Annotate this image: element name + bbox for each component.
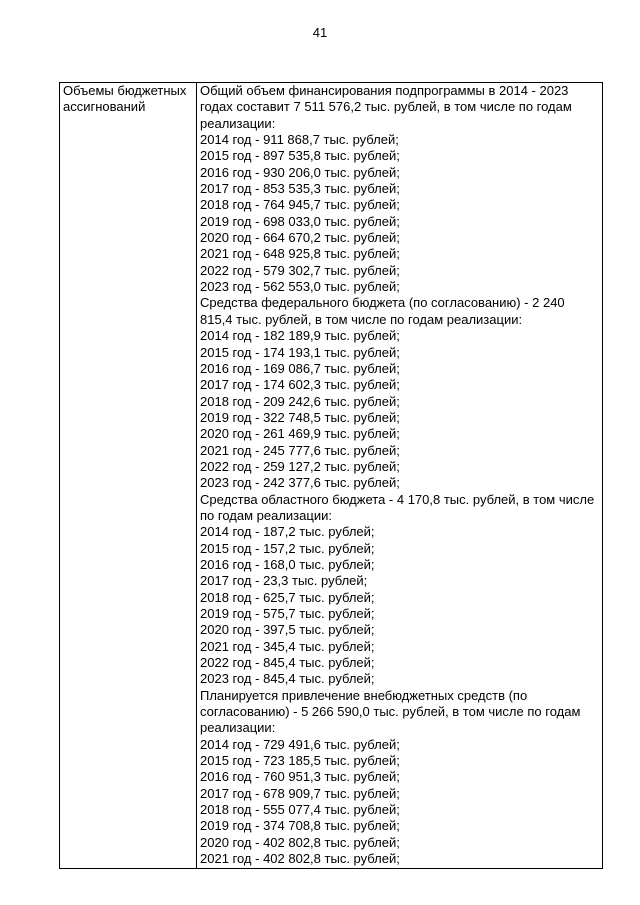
regional-year-2016: 2016 год - 168,0 тыс. рублей; xyxy=(200,556,375,572)
total-year-2019: 2019 год - 698 033,0 тыс. рублей; xyxy=(200,213,400,229)
extrabudgetary-year-2020: 2020 год - 402 802,8 тыс. рублей; xyxy=(200,834,400,850)
regional-year-2014: 2014 год - 187,2 тыс. рублей; xyxy=(200,524,375,540)
total-year-2016: 2016 год - 930 206,0 тыс. рублей; xyxy=(200,164,400,180)
federal-year-2023: 2023 год - 242 377,6 тыс. рублей; xyxy=(200,475,400,491)
total-year-2018: 2018 год - 764 945,7 тыс. рублей; xyxy=(200,197,400,213)
regional-year-2021: 2021 год - 345,4 тыс. рублей; xyxy=(200,638,375,654)
regional-budget-paragraph: Средства областного бюджета - 4 170,8 тыс. рублей, в том числе по годам реализации: xyxy=(200,491,595,523)
extrabudgetary-year-2017: 2017 год - 678 909,7 тыс. рублей; xyxy=(200,785,400,801)
federal-year-2021: 2021 год - 245 777,6 тыс. рублей; xyxy=(200,442,400,458)
regional-year-2020: 2020 год - 397,5 тыс. рублей; xyxy=(200,622,375,638)
regional-year-2023: 2023 год - 845,4 тыс. рублей; xyxy=(200,671,375,687)
regional-year-2019: 2019 год - 575,7 тыс. рублей; xyxy=(200,606,375,621)
total-year-2023: 2023 год - 562 553,0 тыс. рублей; xyxy=(200,279,400,295)
extrabudgetary-paragraph: Планируется привлечение внебюджетных средств (по согласованию) - 5 266 590,0 тыс. рублей, в том числе по годам реализации: xyxy=(200,687,581,736)
federal-year-2015: 2015 год - 174 193,1 тыс. рублей; xyxy=(200,344,400,360)
regional-year-2015: 2015 год - 157,2 тыс. рублей; xyxy=(200,540,375,556)
row-label: Объемы бюджетных ассигнований xyxy=(60,83,197,869)
federal-year-2017: 2017 год - 174 602,3 тыс. рублей; xyxy=(200,377,400,393)
total-year-2014: 2014 год - 911 868,7 тыс. рублей; xyxy=(200,132,399,148)
row-content xyxy=(197,83,603,869)
extrabudgetary-year-2016: 2016 год - 760 951,3 тыс. рублей; xyxy=(200,769,400,785)
total-year-2022: 2022 год - 579 302,7 тыс. рублей; xyxy=(200,262,400,278)
federal-year-2019: 2019 год - 322 748,5 тыс. рублей; xyxy=(200,409,400,425)
total-financing-paragraph: Общий объем финансирования подпрограммы в 2014 - 2023 годах составит 7 511 576,2 тыс. рублей, в том числе по годам реализации: xyxy=(200,83,572,131)
federal-year-2014: 2014 год - 182 189,9 тыс. рублей; xyxy=(200,328,400,344)
extrabudgetary-year-2014: 2014 год - 729 491,6 тыс. рублей; xyxy=(200,736,400,752)
total-year-2021: 2021 год - 648 925,8 тыс. рублей; xyxy=(200,246,400,262)
extrabudgetary-year-2018: 2018 год - 555 077,4 тыс. рублей; xyxy=(200,802,400,818)
extrabudgetary-year-2015: 2015 год - 723 185,5 тыс. рублей; xyxy=(200,753,400,769)
total-year-2017: 2017 год - 853 535,3 тыс. рублей; xyxy=(200,181,400,197)
extrabudgetary-year-2021: 2021 год - 402 802,8 тыс. рублей; xyxy=(200,851,400,867)
federal-year-2022: 2022 год - 259 127,2 тыс. рублей; xyxy=(200,458,400,474)
regional-year-2022: 2022 год - 845,4 тыс. рублей; xyxy=(200,655,375,671)
table-row xyxy=(60,83,603,869)
total-year-2020: 2020 год - 664 670,2 тыс. рублей; xyxy=(200,230,400,246)
page-number: 41 xyxy=(312,25,328,40)
regional-year-2018: 2018 год - 625,7 тыс. рублей; xyxy=(200,589,375,605)
federal-year-2020: 2020 год - 261 469,9 тыс. рублей; xyxy=(200,426,400,442)
financing-table xyxy=(59,82,603,869)
federal-year-2018: 2018 год - 209 242,6 тыс. рублей; xyxy=(200,393,400,409)
regional-year-2017: 2017 год - 23,3 тыс. рублей; xyxy=(200,573,368,589)
federal-year-2016: 2016 год - 169 086,7 тыс. рублей; xyxy=(200,360,400,376)
federal-budget-paragraph: Средства федерального бюджета (по согласованию) - 2 240 815,4 тыс. рублей, в том числе по годам реализации: xyxy=(200,295,565,327)
total-year-2015: 2015 год - 897 535,8 тыс. рублей; xyxy=(200,148,400,164)
extrabudgetary-year-2019: 2019 год - 374 708,8 тыс. рублей; xyxy=(200,818,400,834)
